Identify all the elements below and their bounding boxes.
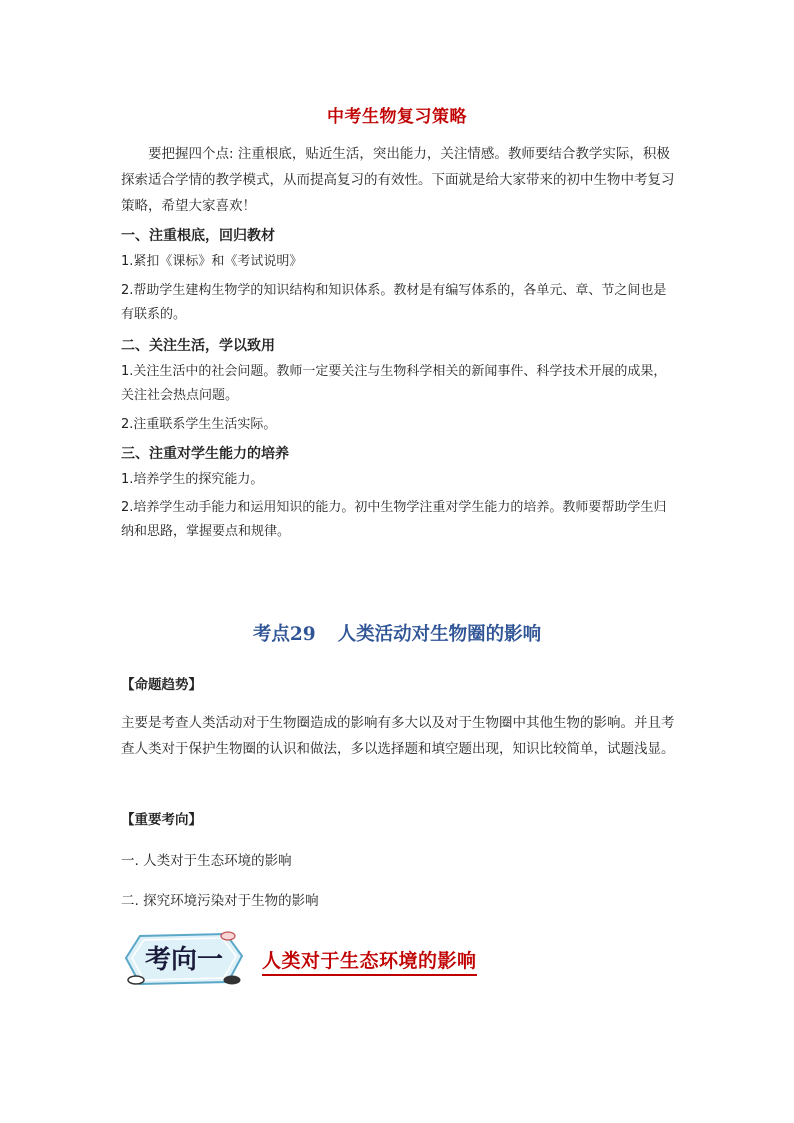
kaodian-topic: 人类活动对生物圈的影响 — [337, 624, 542, 645]
section-2-item-2: 2.注重联系学生生活实际。 — [121, 417, 277, 432]
section-3-heading: 三、注重对学生能力的培养 — [121, 446, 289, 462]
badge-heading: 人类对于生态环境的影响 — [262, 946, 477, 976]
trend-text: 主要是考查人类活动对于生物圈造成的影响有多大以及对于生物圈中其他生物的影响。并且考查人类对于保护生物圈的认识和做法，多以选择题和填空题出现，知识比较简单，试题浅显。 — [121, 715, 675, 757]
badge-decoration-left-icon — [128, 976, 144, 984]
kaoxiang-badge — [118, 926, 248, 990]
strategy-title: 中考生物复习策略 — [327, 107, 467, 127]
kaodian-title — [0, 620, 794, 646]
section-3-item-2: 2.培养学生动手能力和运用知识的能力。初中生物学注重对学生能力的培养。教师要帮助学生归纳和思路，掌握要点和规律。 — [121, 500, 667, 539]
direction-item-1: 一. 人类对于生态环境的影响 — [121, 853, 292, 869]
section-1-item-2: 2.帮助学生建构生物学的知识结构和知识体系。教材是有编写体系的，各单元、章、节之间也是有联系的。 — [121, 283, 667, 322]
badge-label: 考向一 — [144, 945, 224, 975]
section-1-heading: 一、注重根底，回归教材 — [121, 228, 275, 244]
badge-decoration-right-icon — [224, 976, 240, 984]
badge-decoration-top-icon — [221, 932, 235, 940]
section-1-item-1: 1.紧扣《课标》和《考试说明》 — [121, 254, 303, 269]
kaodian-number: 考点29 — [252, 624, 316, 645]
trend-heading: 【命题趋势】 — [121, 677, 202, 693]
section-2-heading: 二、关注生活，学以致用 — [121, 338, 275, 354]
directions-heading: 【重要考向】 — [121, 812, 202, 828]
section-3-item-1: 1.培养学生的探究能力。 — [121, 472, 264, 487]
strategy-intro: 要把握四个点: 注重根底，贴近生活，突出能力，关注情感。教师要结合教学实际，积极探索适合学情的教学模式，从而提高复习的有效性。下面就是给大家带来的初中生物中考复习策略，希望大家喜欢！ — [121, 146, 675, 214]
section-2-item-1: 1.关注生活中的社会问题。教师一定要关注与生物科学相关的新闻事件、科学技术开展的成果，关注社会热点问题。 — [121, 364, 667, 403]
direction-item-2: 二. 探究环境污染对于生物的影响 — [121, 893, 319, 909]
